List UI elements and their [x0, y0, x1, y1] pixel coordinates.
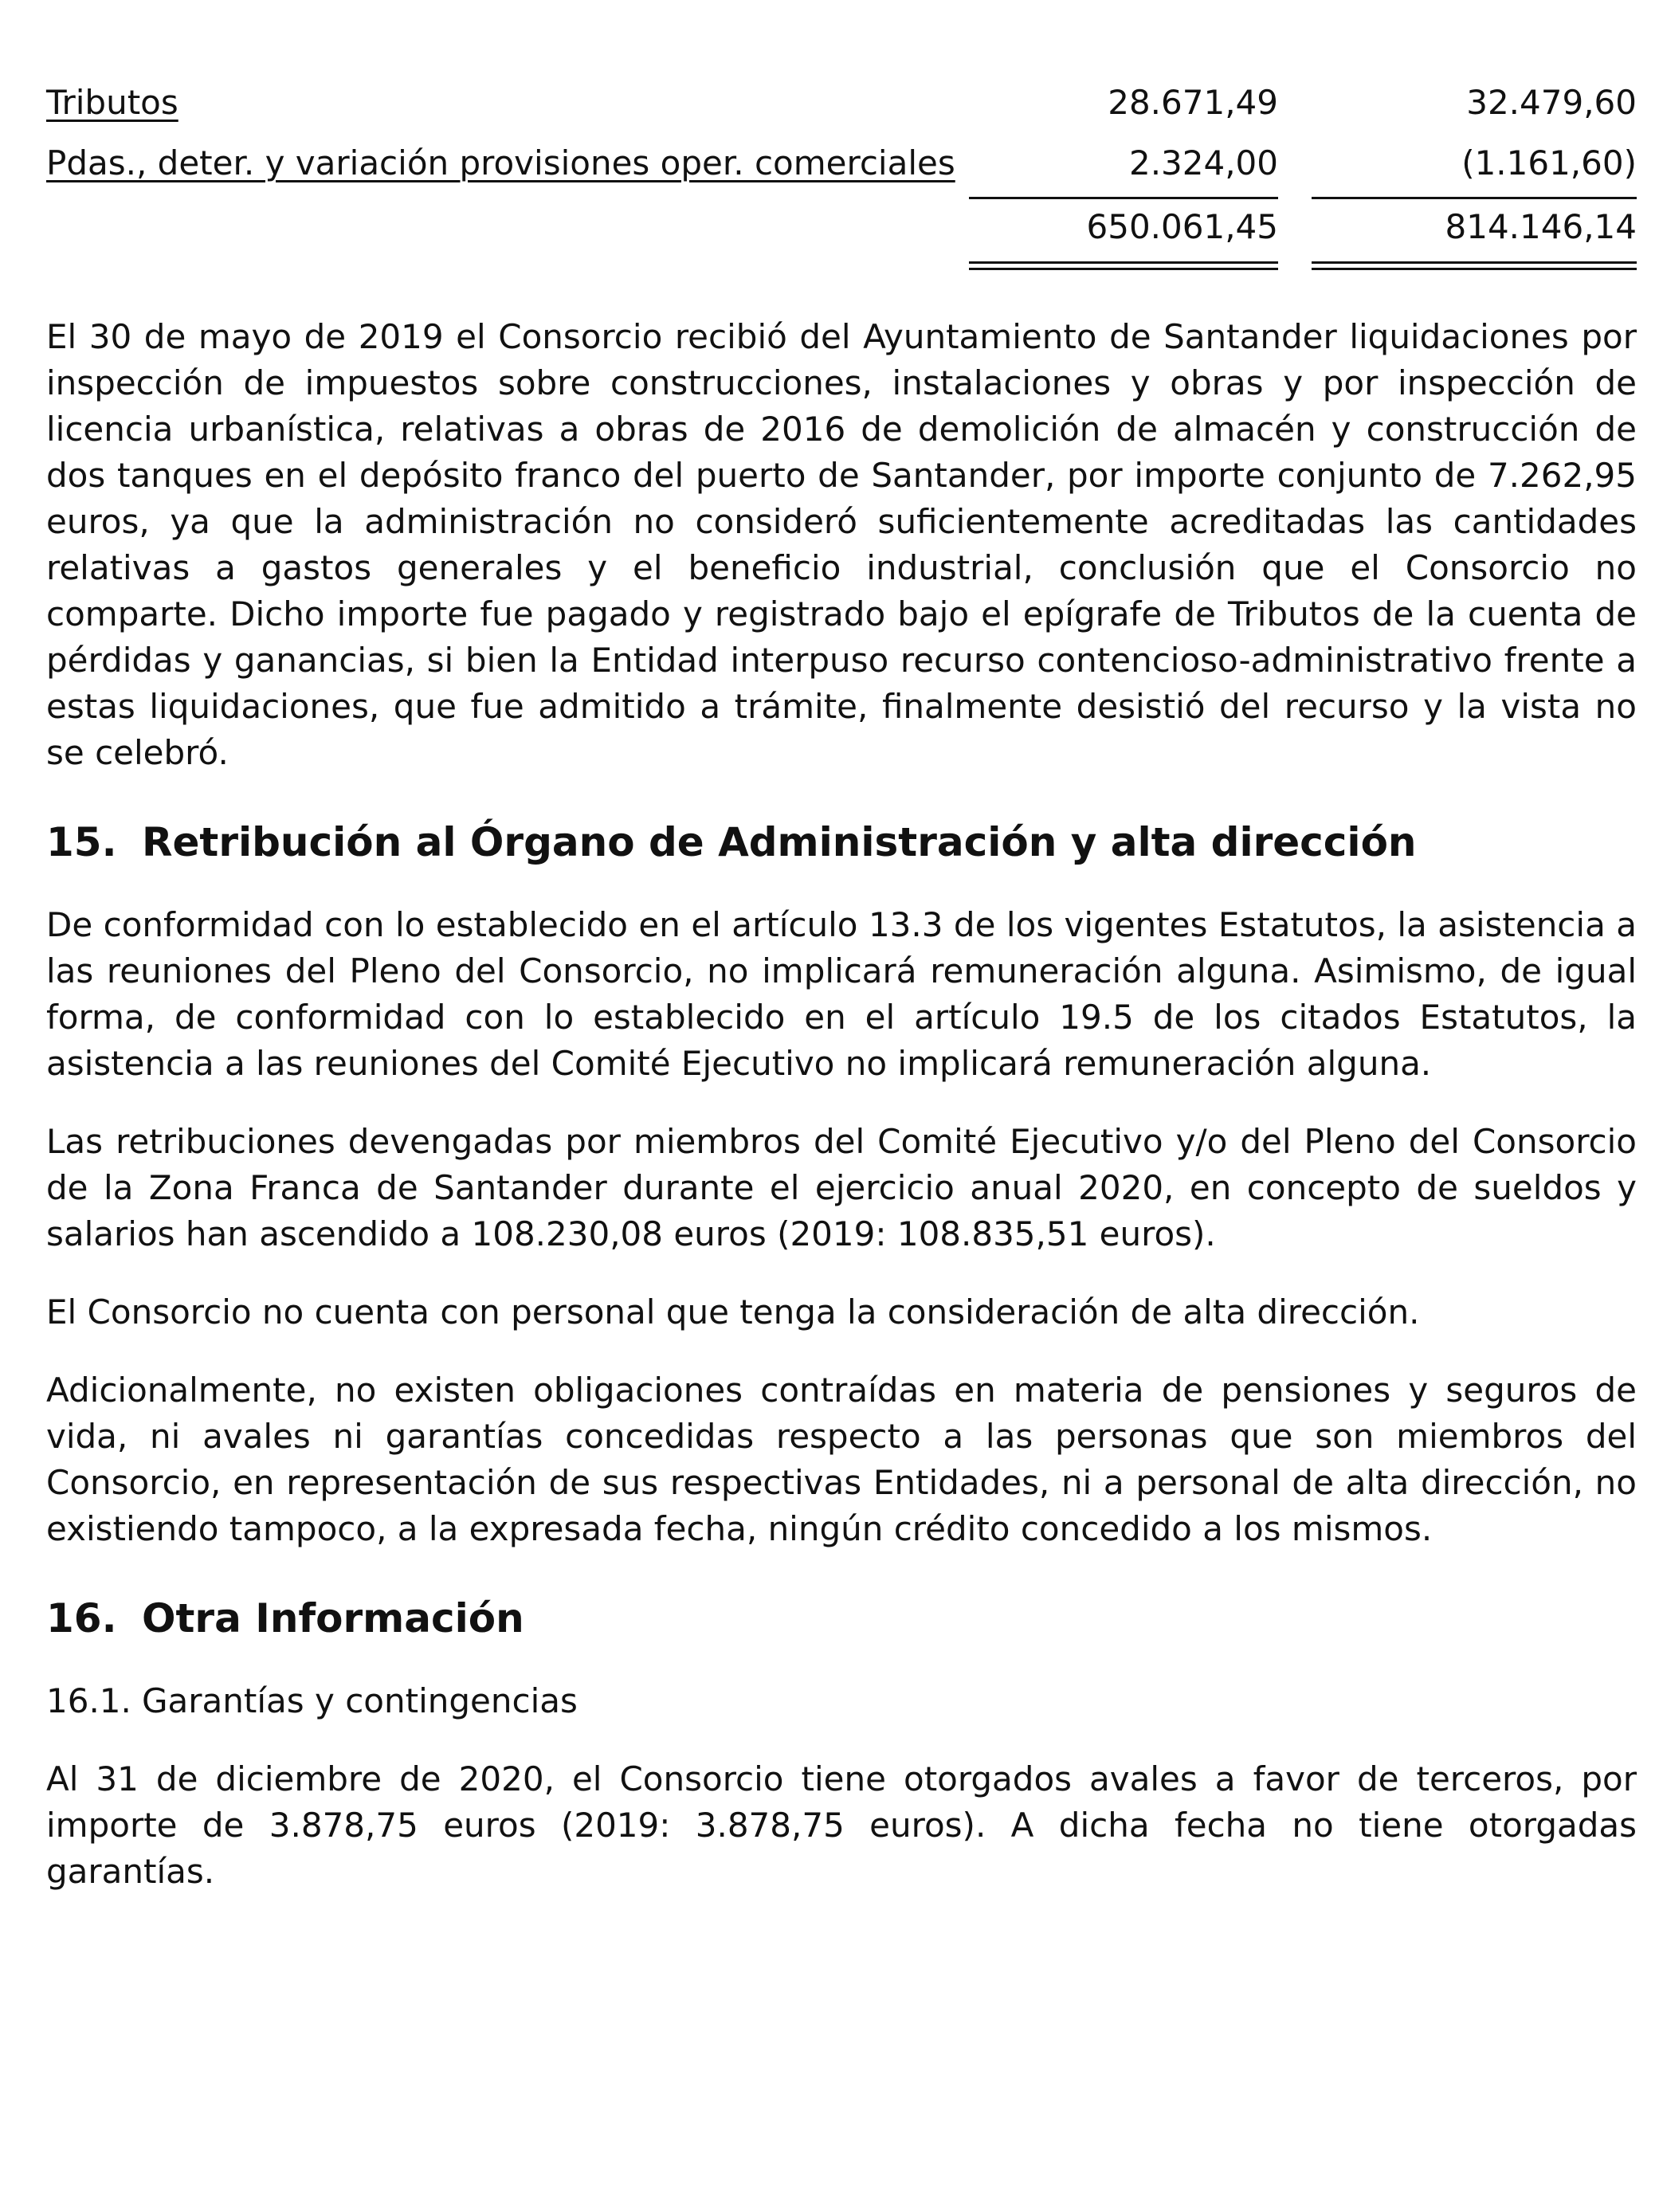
value-2019: (1.161,60)	[1461, 143, 1637, 182]
table-row	[46, 75, 1637, 131]
row-label: Tributos	[46, 83, 178, 122]
section-16-heading	[46, 1590, 1637, 1646]
total-row	[46, 199, 1637, 255]
section-title: Otra Información	[142, 1595, 524, 1641]
paragraph: Las retribuciones devengadas por miembros del Comité Ejecutivo y/o del Pleno del Consorcio de la Zona Franca de Santander durante el ejercicio anual 2020, en concepto de sueldos y salarios han ascendido a 108.230,08 euros (2019: 108.835,51 euros).	[46, 1122, 1637, 1253]
subsection-heading	[46, 1678, 1637, 1724]
section-15-heading	[46, 814, 1637, 870]
expenses-table	[46, 75, 1637, 282]
section-number: 15.	[46, 819, 117, 865]
total-double-rule	[1312, 261, 1637, 270]
total-2020: 650.061,45	[1086, 207, 1278, 246]
document-page	[46, 75, 1637, 1895]
row-label: Pdas., deter. y variación provisiones oper. comerciales	[46, 143, 955, 182]
table-row	[46, 135, 1637, 191]
paragraph: De conformidad con lo establecido en el artículo 13.3 de los vigentes Estatutos, la asistencia a las reuniones del Pleno del Consorcio, no implicará remuneración alguna. Asimismo, de igual forma, de conformidad con lo establecido en el artículo 19.5 de los citados Estatutos, la asistencia a las reuniones del Comité Ejecutivo no implicará remuneración alguna.	[46, 905, 1637, 1083]
section-number: 16.	[46, 1595, 117, 1641]
value-2020: 2.324,00	[1128, 143, 1278, 182]
value-2020: 28.671,49	[1108, 83, 1278, 122]
paragraph-liquidaciones: El 30 de mayo de 2019 el Consorcio recibió del Ayuntamiento de Santander liquidaciones por inspección de impuestos sobre construcciones, instalaciones y obras y por inspección de licencia urbanística, relativas a obras de 2016 de demolición de almacén y construcción de dos tanques en el depósito franco del puerto de Santander, por importe conjunto de 7.262,95 euros, ya que la administración no consideró suficientemente acreditadas las cantidades relativas a gastos generales y el beneficio industrial, conclusión que el Consorcio no comparte. Dicho importe fue pagado y registrado bajo el epígrafe de Tributos de la cuenta de pérdidas y ganancias, si bien la Entidad interpuso recurso contencioso-administrativo frente a estas liquidaciones, que fue admitido a trámite, finalmente desistió del recurso y la vista no se celebró.	[46, 317, 1637, 772]
paragraph: El Consorcio no cuenta con personal que tenga la consideración de alta dirección.	[46, 1292, 1420, 1332]
subsection-number: 16.1.	[46, 1681, 131, 1720]
total-2019: 814.146,14	[1445, 207, 1637, 246]
subsection-title: Garantías y contingencias	[142, 1681, 578, 1720]
paragraph: Al 31 de diciembre de 2020, el Consorcio tiene otorgados avales a favor de terceros, por importe de 3.878,75 euros (2019: 3.878,75 euros). A dicha fecha no tiene otorgadas garantías.	[46, 1759, 1637, 1891]
total-double-rule	[969, 261, 1278, 270]
section-title: Retribución al Órgano de Administración y alta dirección	[142, 819, 1417, 865]
paragraph: Adicionalmente, no existen obligaciones contraídas en materia de pensiones y seguros de vida, ni avales ni garantías concedidas respecto a las personas que son miembros del Consorcio, en representación de sus respectivas Entidades, ni a personal de alta dirección, no existiendo tampoco, a la expresada fecha, ningún crédito concedido a los mismos.	[46, 1371, 1637, 1548]
value-2019: 32.479,60	[1466, 83, 1637, 122]
